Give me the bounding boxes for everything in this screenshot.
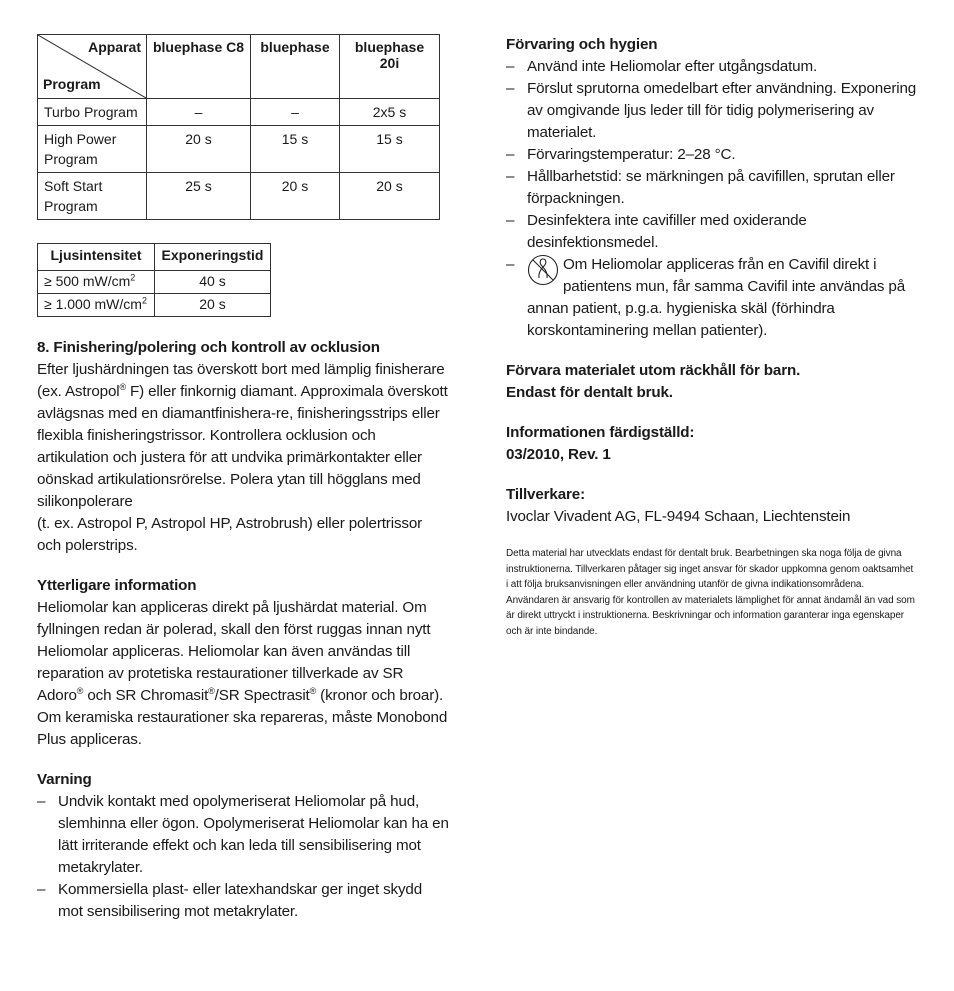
table-cell xyxy=(38,294,155,317)
list-item: – Desinfektera inte cavifiller med oxiderande desinfektionsmedel. xyxy=(506,210,918,254)
list-item: – Använd inte Heliomolar efter utgångsdatum. xyxy=(506,56,918,78)
column-header: bluephase xyxy=(251,35,340,99)
corner-label-program: Program xyxy=(43,76,101,92)
table-cell: 15 s xyxy=(251,126,340,173)
table-cell: 20 s xyxy=(251,173,340,220)
body-text: F) eller finkornig diamant. Approximala överskott avlägsnas med en diamantfinishera-re, finisheringsstrips eller flexibla finisheringstrissor. Kontrollera ocklusion och artikulation och justera för att undvika primärkontakter eller oönskad artikulationsrörelse. Polera ytan till högglans med silikonpolerare xyxy=(37,383,448,510)
body-text: Efter ljushärdningen tas överskott bort med lämplig finisherare (ex. Astropol xyxy=(37,361,445,400)
registered-mark: ® xyxy=(208,685,215,696)
table-header-row xyxy=(38,244,271,271)
table-cell: 40 s xyxy=(155,271,271,294)
info-date-value: 03/2010, Rev. 1 xyxy=(506,446,611,463)
section-body xyxy=(37,597,449,751)
notice-block xyxy=(506,360,918,404)
section-further-info xyxy=(37,575,449,751)
column-header: bluephase 20i xyxy=(340,35,440,99)
manufacturer-block xyxy=(506,484,918,528)
column-header: Exponeringstid xyxy=(155,244,271,271)
table-cell: 20 s xyxy=(155,294,271,317)
info-date-block xyxy=(506,422,918,466)
section-finishing xyxy=(37,337,449,557)
list-item: – Förvaringstemperatur: 2–28 °C. xyxy=(506,144,918,166)
info-date-label: Informationen färdigställd: xyxy=(506,424,695,441)
registered-mark: ® xyxy=(119,381,126,392)
list-item: – Undvik kontakt med opolymeriserat Heliomolar på hud, slemhinna eller ögon. Opolymeriserat Heliomolar kan ha en lätt irriterande effekt och kan leda till sensibilisering mot metakrylater. xyxy=(37,791,449,879)
body-text: (t. ex. Astropol P, Astropol HP, Astrobrush) eller polertrissor och polerstrips. xyxy=(37,515,423,554)
list-item: – Förslut sprutorna omedelbart efter användning. Exponering av omgivande ljus leder till för tidig polymerisering av materialet. xyxy=(506,78,918,144)
body-text: (kronor och broar). Om keramiska restaurationer ska repareras, måste Monobond Plus appliceras. xyxy=(37,687,448,748)
section-heading: Varning xyxy=(37,771,92,788)
section-warning xyxy=(37,769,449,923)
table-cell: 15 s xyxy=(340,126,440,173)
table-cell: 25 s xyxy=(147,173,251,220)
registered-mark: ® xyxy=(76,685,84,696)
curing-program-table xyxy=(37,34,440,220)
row-label: Soft Start Program xyxy=(38,173,147,220)
superscript: 2 xyxy=(130,272,136,283)
list-item: – Kommersiella plast- eller latexhandskar ger inget skydd mot sensibilisering mot metakrylater. xyxy=(37,879,449,923)
superscript: 2 xyxy=(141,295,147,306)
section-heading: 8. Finishering/polering och kontroll av ocklusion xyxy=(37,339,380,356)
section-storage xyxy=(506,34,918,342)
left-column xyxy=(37,34,449,923)
list-item-text: Om Heliomolar appliceras från en Cavifil direkt i patientens mun, får samma Cavifil inte användas på annan patient, p.g.a. hygieniska skäl (förhindra korskontaminering mellan patienter). xyxy=(527,256,905,339)
body-text: /SR Spectrasit xyxy=(214,687,310,704)
table-row xyxy=(38,271,271,294)
notice-line: Förvara materialet utom räckhåll för barn. xyxy=(506,362,801,379)
disclaimer-text: Detta material har utvecklats endast för dentalt bruk. Bearbetningen ska noga följa de givna instruktionerna. Tillverkaren påtager sig inget ansvar för skador uppkomna genom oaktsamhet i att följa bruksanvisningen eller användning utanför de givna indikationsområdena. Användaren är ansvarig för kontrollen av materialets lämplighet för annat ändamål än vad som är direkt uttryckt i instruktionerna. Beskrivningar och information garanterar inga egenskaper och är inte bindande. xyxy=(506,548,915,637)
column-header: Ljusintensitet xyxy=(38,244,155,271)
manufacturer-value: Ivoclar Vivadent AG, FL-9494 Schaan, Liechtenstein xyxy=(506,508,851,525)
do-not-reuse-icon xyxy=(527,253,559,289)
table-cell: 20 s xyxy=(340,173,440,220)
table-row xyxy=(38,173,440,220)
section-heading: Ytterligare information xyxy=(37,577,197,594)
list-item: – Hållbarhetstid: se märkningen på cavifillen, sprutan eller förpackningen. xyxy=(506,166,918,210)
table-cell: 20 s xyxy=(147,126,251,173)
table-corner-cell xyxy=(38,35,147,99)
table-cell: – xyxy=(147,99,251,126)
column-header: bluephase C8 xyxy=(147,35,251,99)
table-cell: – xyxy=(251,99,340,126)
list-item xyxy=(506,254,918,342)
manufacturer-label: Tillverkare: xyxy=(506,486,585,503)
body-text: och SR Chromasit xyxy=(83,687,209,704)
corner-label-apparat: Apparat xyxy=(88,39,141,55)
warning-list xyxy=(37,791,449,923)
table-header-row xyxy=(38,35,440,99)
table-row xyxy=(38,126,440,173)
body-text: Heliomolar kan appliceras direkt på ljushärdat material. Om fyllningen redan är polerad, skall den först ruggas innan nytt Heliomolar appliceras. Heliomolar kan även användas till reparation av protetiska restaurationer tillverkade av SR Adoro xyxy=(37,599,431,704)
section-body xyxy=(37,359,449,557)
row-label: High Power Program xyxy=(38,126,147,173)
registered-mark: ® xyxy=(309,685,317,696)
table-row xyxy=(38,294,271,317)
right-column xyxy=(506,34,918,639)
intensity-value: ≥ 1.000 mW/cm xyxy=(44,296,142,312)
storage-list xyxy=(506,56,918,342)
notice-line: Endast för dentalt bruk. xyxy=(506,384,673,401)
intensity-value: ≥ 500 mW/cm xyxy=(44,273,131,289)
row-label: Turbo Program xyxy=(38,99,147,126)
table-row xyxy=(38,99,440,126)
table-cell: 2x5 s xyxy=(340,99,440,126)
exposure-time-table xyxy=(37,243,271,317)
table-cell xyxy=(38,271,155,294)
section-heading: Förvaring och hygien xyxy=(506,36,658,53)
